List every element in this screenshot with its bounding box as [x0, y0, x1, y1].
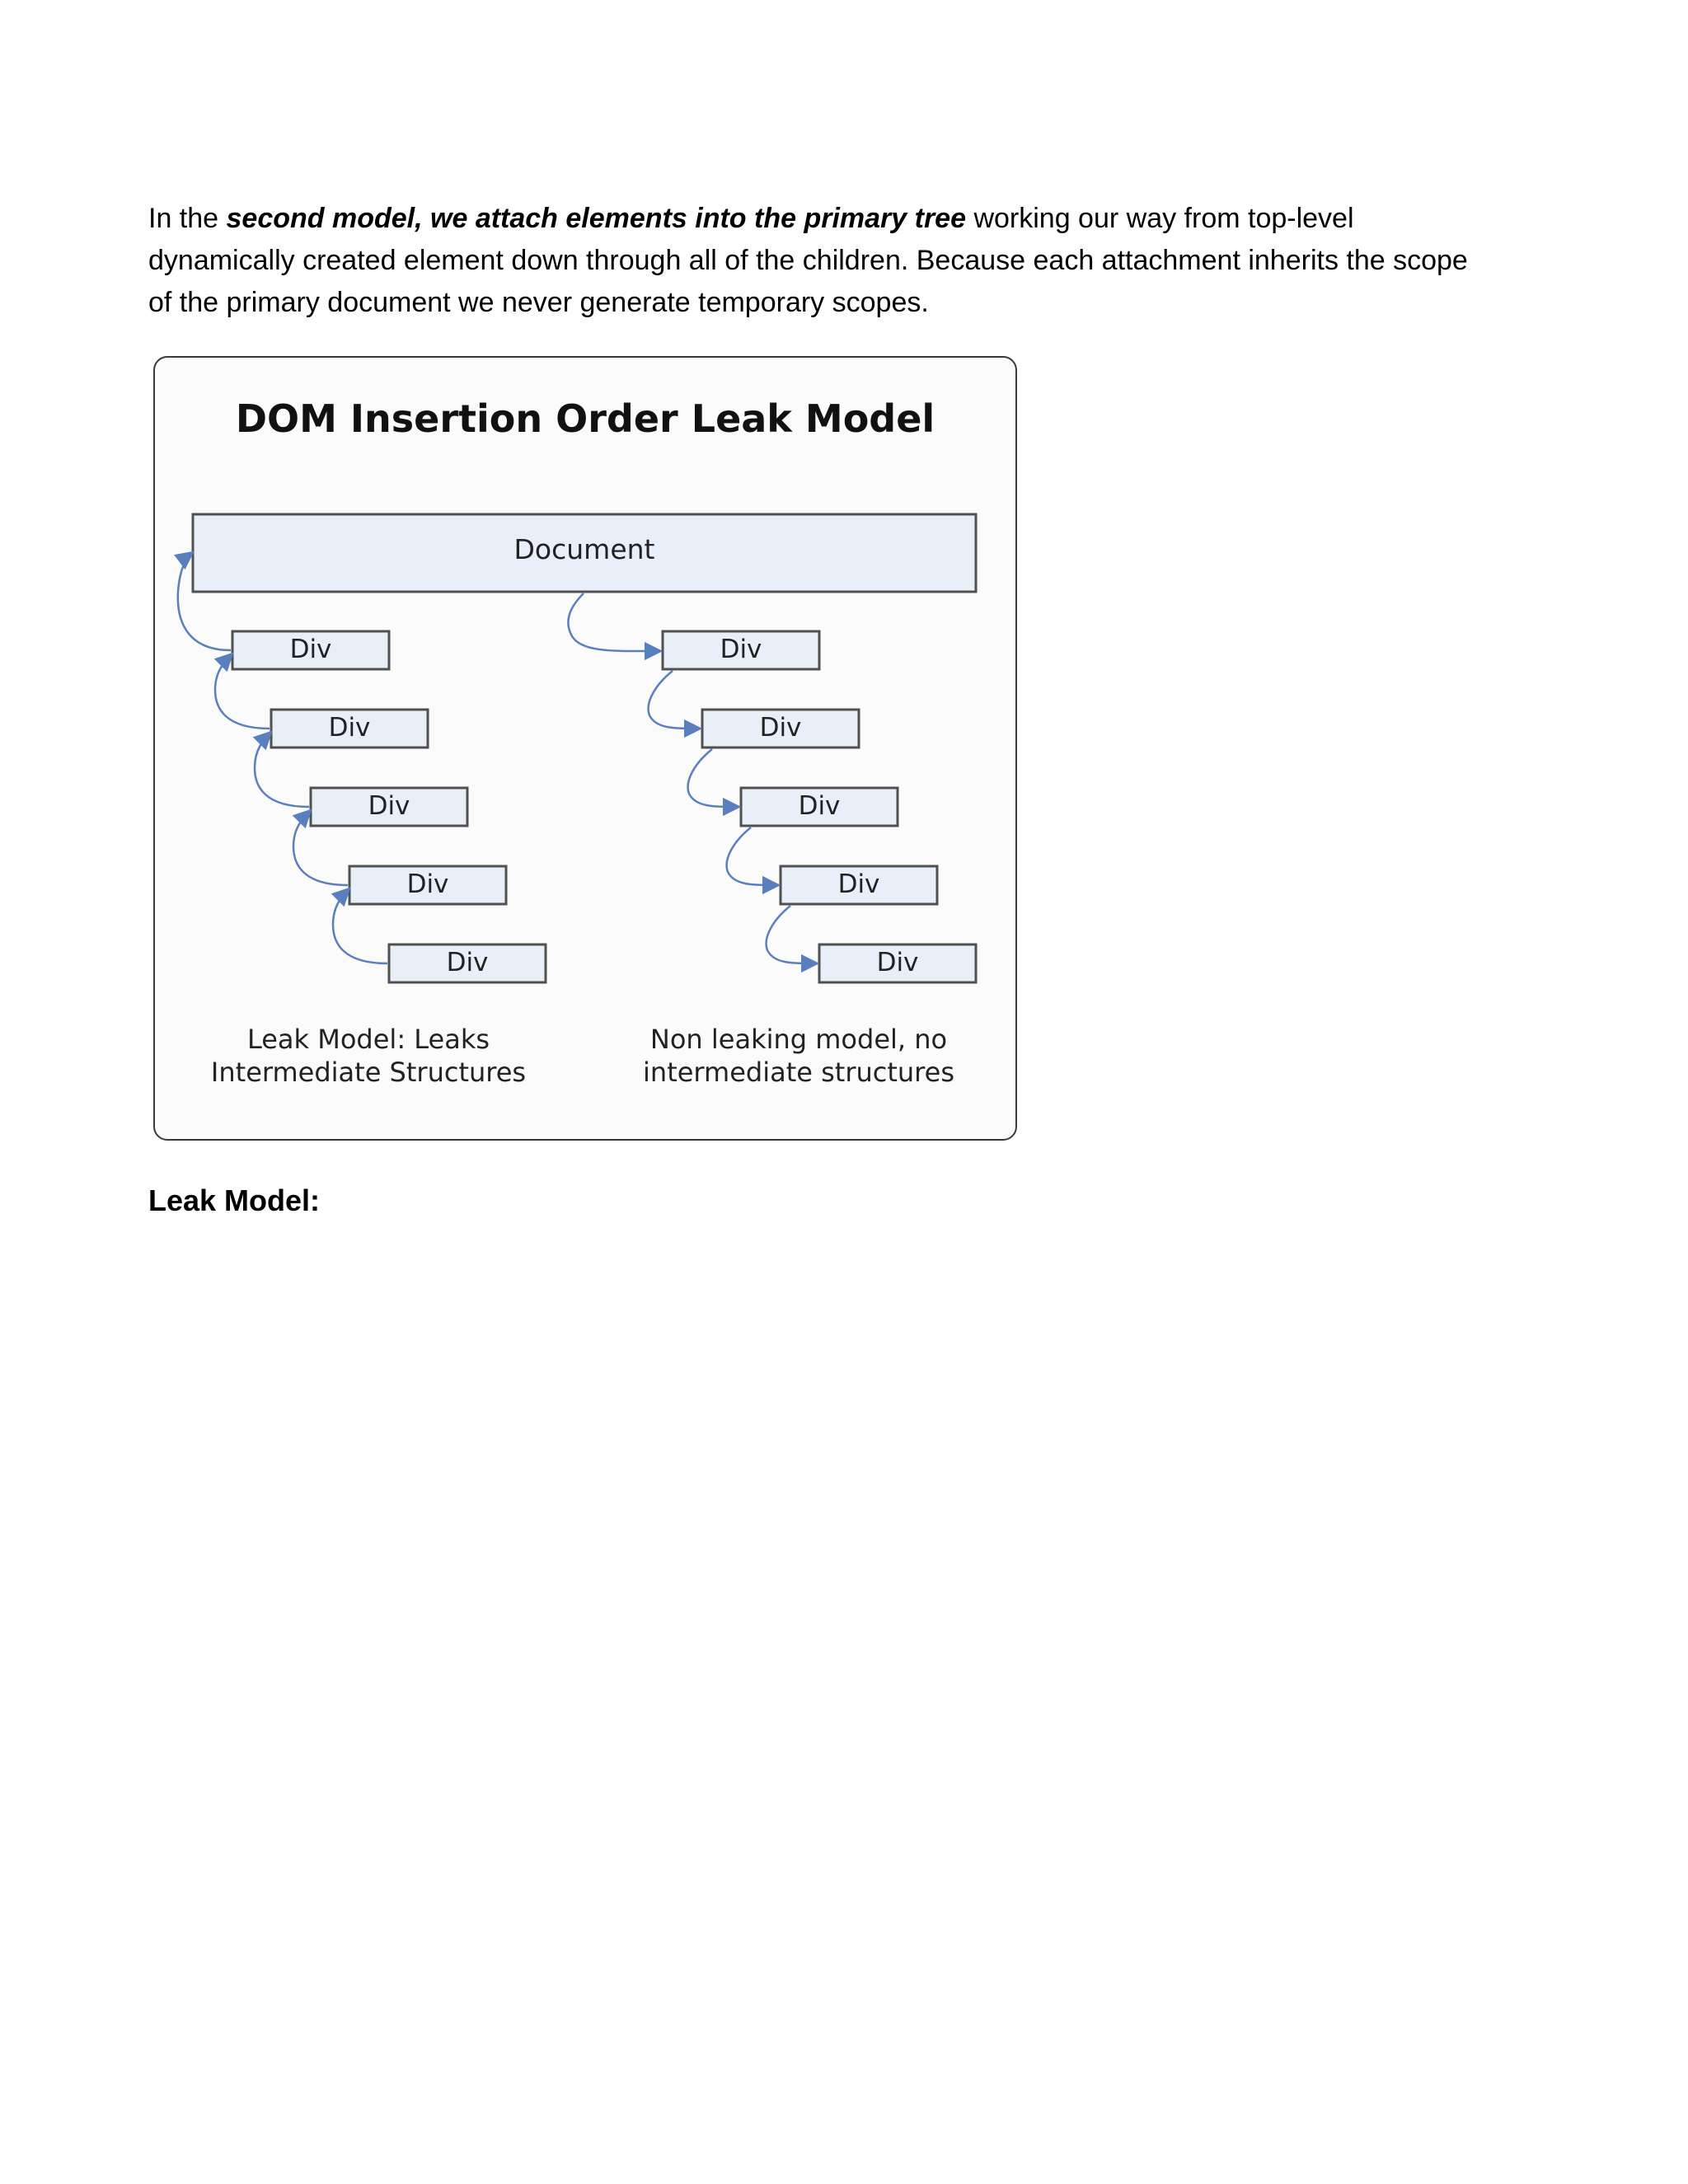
left-div-label: Div: [446, 948, 489, 977]
paragraph-lead: In the: [148, 203, 227, 234]
non-leaking-model-caption-line2: intermediate structures: [643, 1057, 954, 1088]
left-div-label: Div: [289, 635, 332, 664]
right-div-label: Div: [759, 713, 802, 743]
non-leaking-model-caption-line1: Non leaking model, no: [649, 1024, 948, 1055]
leak-model-caption-line2: Intermediate Structures: [210, 1057, 527, 1088]
section-heading-leak-model: Leak Model:: [148, 1183, 321, 1217]
intro-paragraph: [148, 198, 1484, 324]
left-div-label: Div: [368, 791, 410, 821]
document-label: Document: [513, 533, 655, 565]
right-div-label: Div: [837, 869, 880, 899]
figure-diagram: [153, 356, 1017, 1141]
left-div-label: Div: [406, 869, 449, 899]
dom-insertion-order-figure: [153, 356, 1017, 1141]
right-div-label: Div: [798, 791, 841, 821]
right-div-label: Div: [720, 635, 762, 664]
paragraph-rest: working our way from top-level dynamically created element down through all of the children. Because each attachment inherits the scope of the primary document we never generate temporary scopes.: [148, 203, 1468, 318]
left-div-label: Div: [328, 713, 371, 743]
paragraph-emphasis: second model, we attach elements into the primary tree: [226, 203, 966, 234]
right-div-label: Div: [876, 948, 919, 977]
figure-title: DOM Insertion Order Leak Model: [235, 396, 935, 441]
leak-model-caption-line1: Leak Model: Leaks: [246, 1024, 490, 1055]
